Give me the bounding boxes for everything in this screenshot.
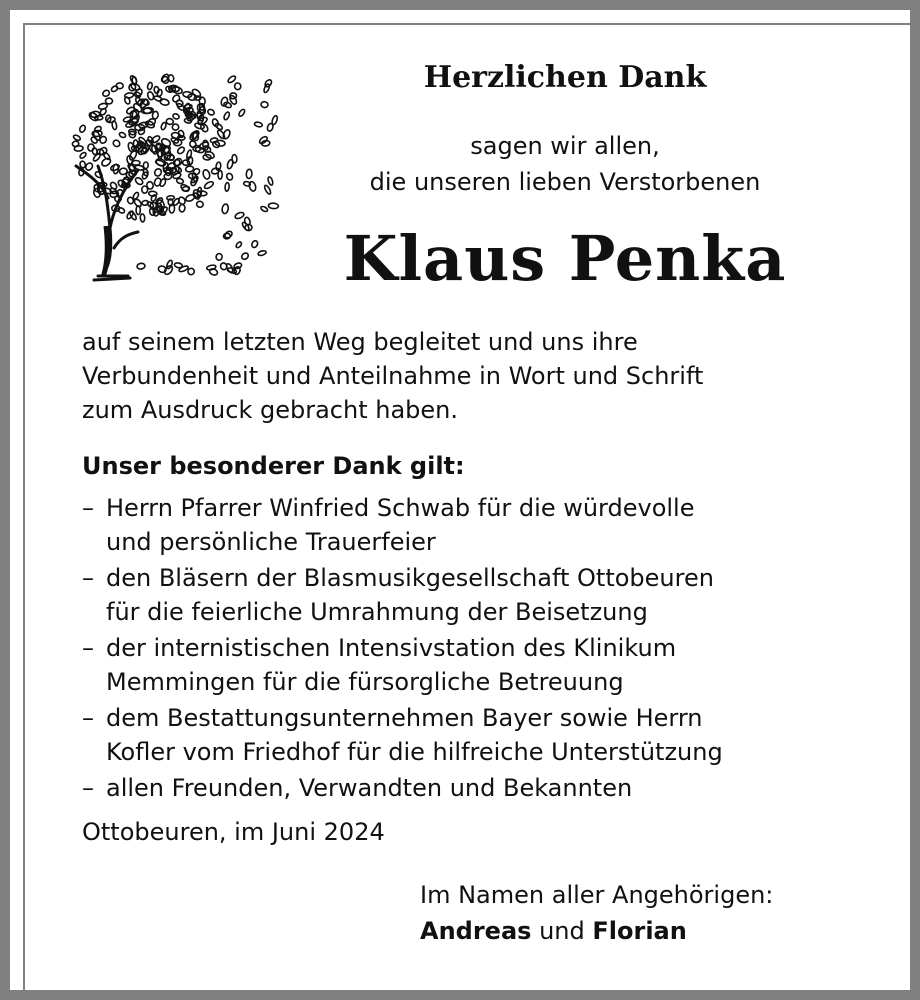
deceased-name: Klaus Penka [343, 222, 787, 295]
thanks-list [82, 491, 723, 807]
body-line-2: Verbundenheit und Anteilnahme in Wort und Schrift [82, 362, 704, 390]
thanks-title: Unser besonderer Dank gilt: [82, 452, 465, 480]
thanks-item-line: und persönliche Trauerfeier [106, 528, 436, 556]
body-line-1: auf seinem letzten Weg begleitet und uns ihre [82, 328, 638, 356]
thanks-item-line: Kofler vom Friedhof für die hilfreiche Unterstützung [106, 738, 723, 766]
signature-name-1: Andreas [420, 917, 532, 945]
thanks-item [82, 771, 723, 805]
thanks-item-line: – den Bläsern der Blasmusikgesellschaft Ottobeuren [106, 564, 714, 592]
signature-block [420, 877, 773, 949]
thanks-item [82, 561, 723, 629]
signature-name-2: Florian [592, 917, 687, 945]
intro-line-2: die unseren lieben Verstorbenen [369, 168, 761, 196]
thanks-item-line: – allen Freunden, Verwandten und Bekannten [106, 774, 633, 802]
thanks-item-line: für die feierliche Umrahmung der Beisetzung [106, 598, 648, 626]
signature-conjunction: und [539, 917, 585, 945]
body-line-3: zum Ausdruck gebracht haben. [82, 396, 458, 424]
thanks-item-line: Memmingen für die fürsorgliche Betreuung [106, 668, 624, 696]
thanks-item-line: – dem Bestattungsunternehmen Bayer sowie Herrn [106, 704, 703, 732]
thanks-item [82, 701, 723, 769]
thanks-item-line: – der internistischen Intensivstation des Klinikum [106, 634, 677, 662]
thanks-item-line: – Herrn Pfarrer Winfried Schwab für die würdevolle [106, 494, 695, 522]
heading: Herzlichen Dank [423, 60, 707, 95]
tree-icon [58, 48, 283, 283]
signature-line: Im Namen aller Angehörigen: [420, 881, 774, 909]
place-date: Ottobeuren, im Juni 2024 [82, 818, 385, 846]
intro-line-1: sagen wir allen, [470, 132, 660, 160]
thanks-item [82, 491, 723, 559]
thanks-item [82, 631, 723, 699]
signature-names [420, 913, 773, 949]
